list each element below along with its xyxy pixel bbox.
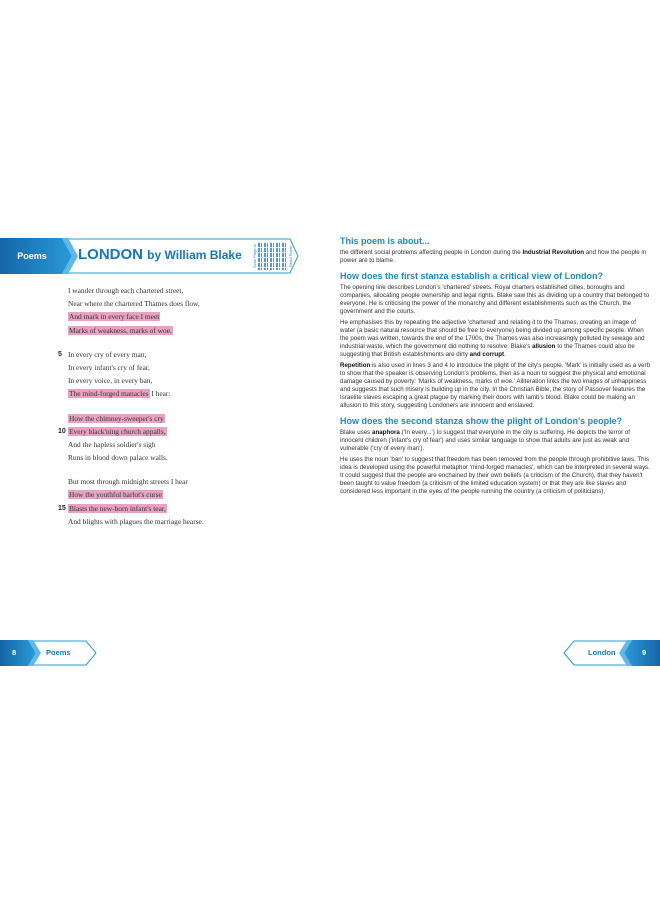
poem-line: And the hapless soldier's sigh <box>68 439 156 449</box>
poem-line-highlighted: Marks of weakness, marks of woe. <box>69 325 172 335</box>
footer-section-link[interactable]: Poems <box>46 648 71 657</box>
qr-code-icon[interactable] <box>258 242 286 270</box>
poem-line: In every voice, in every ban, <box>68 376 153 386</box>
poem-author: by William Blake <box>147 248 242 262</box>
poem-title: LONDON <box>78 246 143 263</box>
poem-line: And blights with plagues the marriage hearse. <box>68 516 204 526</box>
question-1-section <box>340 271 652 410</box>
paragraph: Repetition is also used in lines 3 and 4 to introduce the plight of the city's people. 'Mark' is initially used as a verb to show that the speaker is observing London's problems, then as a noun to suggest the physical and emotional damage caused by poverty: 'Marks of weakness, marks of woe.' Alliteration links the two images of unhappiness and suggests that such misery is building up in the city. In the Christian Bible, the story of Passover features the Israelite slaves escaping a great plague by marking their doors with lamb's blood. Blake could be making an allusion to this story, suggesting Londoners are innocent and enslaved. <box>340 362 650 409</box>
page-number-left: 8 <box>12 648 17 657</box>
footer-left-tab <box>0 640 100 666</box>
banner-section-label: Poems <box>17 251 47 261</box>
poem-line: 5 In every cry of every man, <box>68 348 298 361</box>
about-section <box>340 236 652 265</box>
poem-line-highlighted: The mind-forged manacles I hear: <box>69 389 171 399</box>
page-title <box>78 246 242 263</box>
poem-line-highlighted: 15 Blasts the new-born infant's tear, <box>68 502 298 515</box>
poem-line: I wander through each chartered street, <box>68 286 184 295</box>
qr-caption-right: Read Poem <box>288 245 293 267</box>
poem-line: But most through midnight streets I hear <box>68 477 188 487</box>
page-number-right: 9 <box>642 648 647 657</box>
paragraph: He emphasises this by repeating the adjective 'chartered' and relating it to the Thames, creating an image of water (a basic natural resource that should be free to everyone) being divided up among specific people. When the poem was written, towards the end of the 1700s, the Thames was also increasingly polluted by sewage and industrial waste, which the government did nothing to resolve; Blake's allusion to the Thames could also be suggesting that British establishments are dirty and corrupt. <box>340 319 645 358</box>
poem-text <box>58 284 298 528</box>
footer-poem-link[interactable]: London <box>588 648 616 657</box>
poem-line-highlighted: 10 Every black'ning church appalls, <box>68 425 298 438</box>
line-number: 10 <box>58 427 66 435</box>
poem-line: In every infant's cry of fear, <box>68 362 150 372</box>
line-number: 5 <box>58 350 62 358</box>
paragraph: The opening line describes London's 'chartered' streets. Royal charters established cities, boroughs and companies, allocating people ownership and legal rights. Blake saw this as dividing up a country that belonged to everyone. He is criticising the power of the monarchy and different establishments such as the Church, the government and the courts. <box>340 284 650 315</box>
paragraph: He uses the noun 'ban' to suggest that freedom has been removed from the people through prohibitive laws. This idea is developed using the powerful metaphor 'mind-forged manacles', which can be interpreted in several ways. It could suggest that the people are enchained by their own beliefs (a criticism of the Church), that they haven't been taught to value freedom (a criticism of the limited education system) or that they are like slaves and considered less important in the eyes of the people running the country (a criticism of politicians). <box>340 456 650 495</box>
about-text: the different social problems affecting people in London during the Industrial Revolution and how the people in power are to blame. <box>340 249 647 264</box>
chapter-banner <box>0 238 300 274</box>
qr-caption-left: Scan Page to <box>252 243 257 269</box>
poem-line-highlighted: How the youthful harlot's curse <box>69 490 162 500</box>
question-1-heading: How does the first stanza establish a critical view of London? <box>340 271 604 281</box>
poem-line: Near where the chartered Thames does flow, <box>68 299 200 309</box>
analysis-column <box>340 236 652 502</box>
paragraph: Blake uses anaphora ('In every...') to suggest that everyone in the city is suffering. He depicts the terror of innocent children ('infant's cry of fear') and uses similar language to show that adults are just as weak and vulnerable ('cry of every man'). <box>340 429 631 452</box>
poem-line-highlighted: And mark in every face I meet <box>69 312 160 322</box>
footer-right-tab <box>560 640 660 666</box>
line-number: 15 <box>58 504 66 512</box>
question-2-heading: How does the second stanza show the plight of London's people? <box>340 416 623 426</box>
poem-line-highlighted: How the chimney-sweeper's cry <box>69 413 164 423</box>
about-heading: This poem is about... <box>340 236 430 246</box>
question-2-section <box>340 416 652 496</box>
poem-line: Runs in blood down palace walls. <box>68 453 168 463</box>
